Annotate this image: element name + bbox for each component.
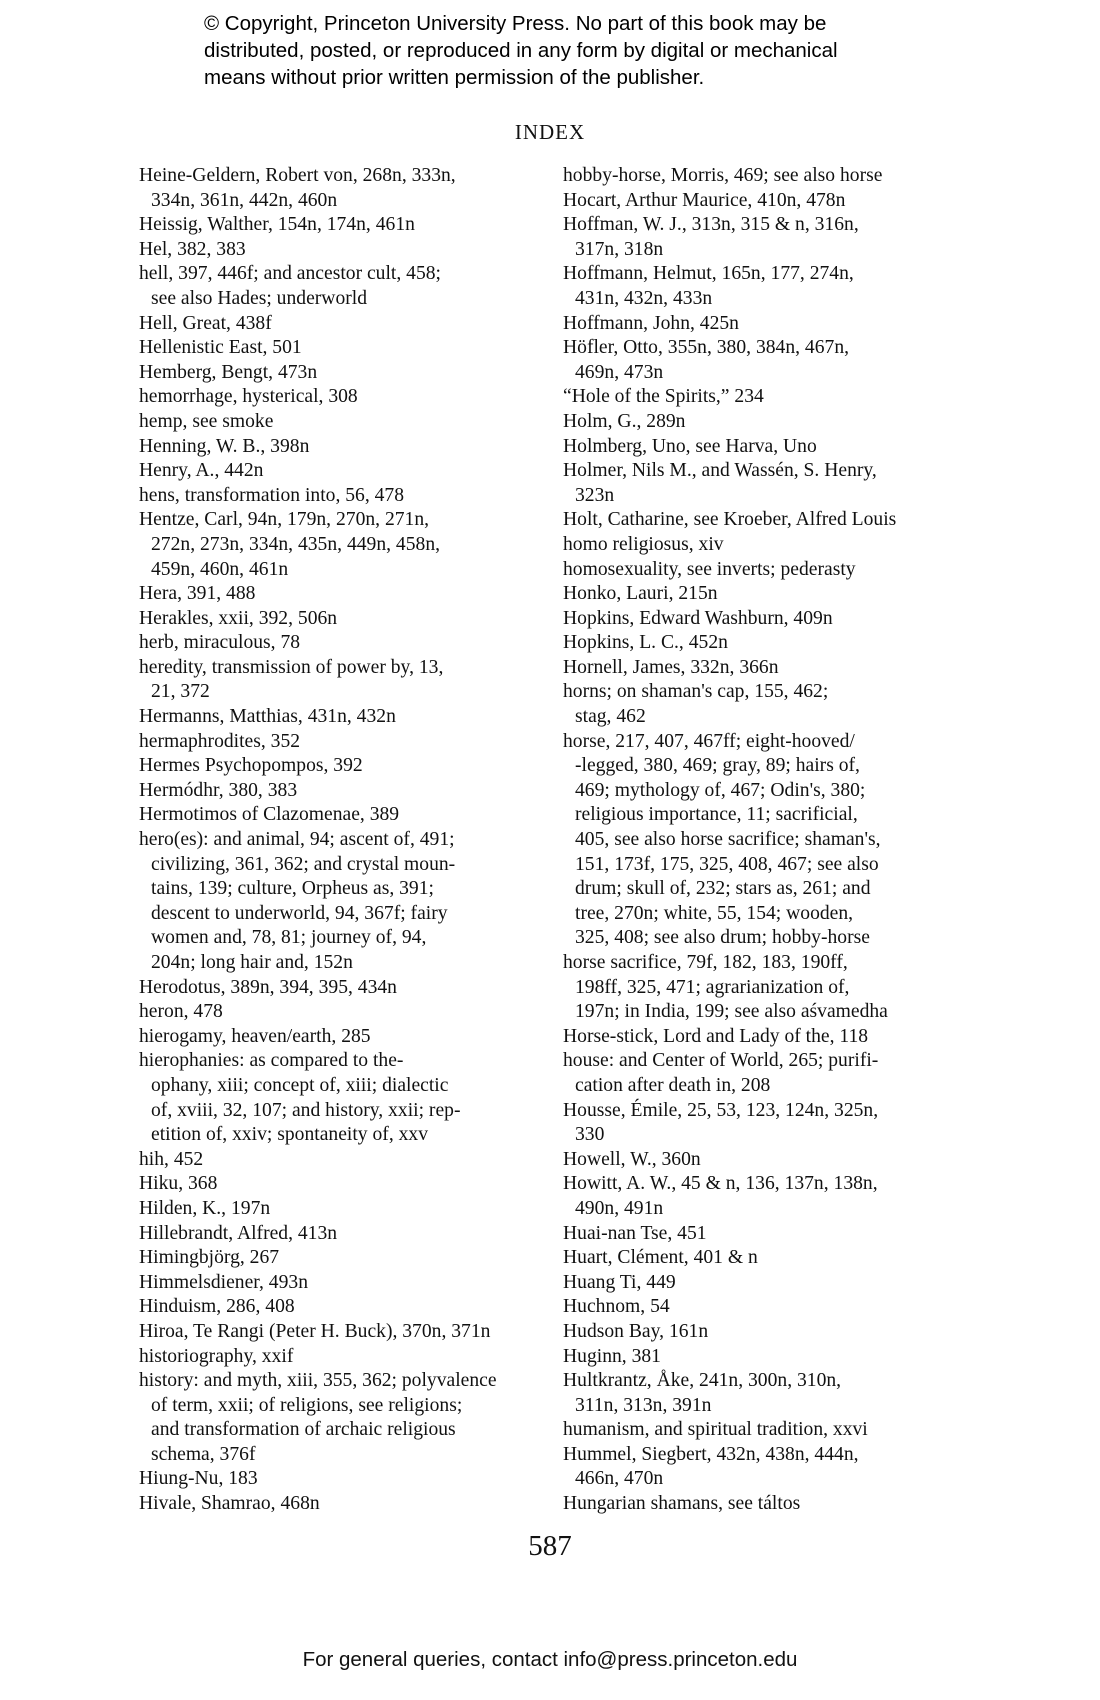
index-entry-line: Hiroa, Te Rangi (Peter H. Buck), 370n, 371n: [139, 1320, 491, 1342]
index-entry-line: Hermanns, Matthias, 431n, 432n: [139, 706, 396, 728]
index-entry-line: 21, 372: [151, 681, 210, 703]
index-entry-line: hemp, see smoke: [139, 410, 274, 432]
index-entry-line: 197n; in India, 199; see also aśvamedha: [575, 1001, 888, 1023]
index-entry-line: cation after death in, 208: [575, 1074, 771, 1096]
index-entry-line: ophany, xiii; concept of, xiii; dialectic: [151, 1074, 449, 1096]
index-entry-line: Hemberg, Bengt, 473n: [139, 361, 318, 383]
index-entry-line: Housse, Émile, 25, 53, 123, 124n, 325n,: [563, 1099, 879, 1121]
index-entry-line: Hudson Bay, 161n: [563, 1320, 709, 1342]
index-entry-line: 469n, 473n: [575, 361, 664, 383]
index-entry-line: 431n, 432n, 433n: [575, 287, 713, 309]
copyright-line: distributed, posted, or reproduced in any form by digital or mechanical: [204, 39, 838, 62]
index-entry-line: Holm, G., 289n: [563, 410, 686, 432]
index-entry-line: Holmberg, Uno, see Harva, Uno: [563, 435, 817, 457]
index-entry-line: hierogamy, heaven/earth, 285: [139, 1025, 371, 1047]
index-entry-line: 466n, 470n: [575, 1468, 664, 1490]
index-entry-line: 490n, 491n: [575, 1197, 664, 1219]
index-entry-line: homo religiosus, xiv: [563, 533, 724, 555]
index-entry-line: Huginn, 381: [563, 1345, 661, 1367]
index-column-right: [563, 164, 975, 1517]
page-title: INDEX: [514, 120, 586, 144]
index-entry-line: 204n; long hair and, 152n: [151, 952, 353, 973]
index-entry-line: Hopkins, L. C., 452n: [563, 632, 728, 654]
index-entry-line: women and, 78, 81; journey of, 94,: [151, 927, 427, 949]
index-entry-line: Huchnom, 54: [563, 1296, 670, 1318]
index-entry-line: Hellenistic East, 501: [139, 337, 302, 359]
index-entry-line: Höfler, Otto, 355n, 380, 384n, 467n,: [563, 337, 850, 359]
index-entry-line: 330: [575, 1124, 605, 1146]
index-entry-line: Himingbjörg, 267: [139, 1247, 280, 1269]
index-entry-line: Hermódhr, 380, 383: [139, 779, 298, 801]
index-entry-line: Hivale, Shamrao, 468n: [139, 1493, 320, 1515]
index-entry-line: horse sacrifice, 79f, 182, 183, 190ff,: [563, 952, 848, 973]
index-entry-line: hens, transformation into, 56, 478: [139, 484, 405, 506]
index-entry-line: horns; on shaman's cap, 155, 462;: [563, 681, 829, 703]
index-entry-line: descent to underworld, 94, 367f; fairy: [151, 902, 448, 924]
index-entry-line: 323n: [575, 484, 615, 506]
index-entry-line: hemorrhage, hysterical, 308: [139, 386, 358, 408]
index-entry-line: civilizing, 361, 362; and crystal moun-: [151, 853, 456, 875]
index-entry-line: Heine-Geldern, Robert von, 268n, 333n,: [139, 165, 456, 186]
index-entry-line: etition of, xxiv; spontaneity of, xxv: [151, 1124, 429, 1146]
index-entry-line: “Hole of the Spirits,” 234: [563, 386, 764, 408]
index-entry-line: 272n, 273n, 334n, 435n, 449n, 458n,: [151, 533, 441, 555]
index-entry-line: Huai-nan Tse, 451: [563, 1222, 707, 1244]
index-entry-line: 405, see also horse sacrifice; shaman's,: [575, 829, 881, 851]
index-entry-line: tains, 139; culture, Orpheus as, 391;: [151, 878, 434, 900]
index-entry-line: herb, miraculous, 78: [139, 632, 301, 654]
index-entry-line: hih, 452: [139, 1148, 204, 1170]
index-entry-line: Himmelsdiener, 493n: [139, 1271, 308, 1293]
index-entry-line: house: and Center of World, 265; purifi-: [563, 1050, 879, 1072]
index-entry-line: Hillebrandt, Alfred, 413n: [139, 1222, 338, 1244]
index-entry-line: Hultkrantz, Åke, 241n, 300n, 310n,: [563, 1370, 842, 1392]
index-entry-line: stag, 462: [575, 706, 646, 728]
index-entry-line: Hiku, 368: [139, 1173, 218, 1195]
copyright-line: © Copyright, Princeton University Press. No part of this book may be: [204, 12, 827, 35]
index-entry-line: Hoffman, W. J., 313n, 315 & n, 316n,: [563, 214, 859, 236]
index-entry-line: history: and myth, xiii, 355, 362; polyvalence: [139, 1370, 497, 1392]
index-entry-line: Hopkins, Edward Washburn, 409n: [563, 607, 833, 629]
index-entry-line: Honko, Lauri, 215n: [563, 583, 718, 605]
index-entry-line: Hermotimos of Clazomenae, 389: [139, 804, 400, 826]
index-entry-line: 334n, 361n, 442n, 460n: [151, 189, 338, 211]
index-entry-line: of, xviii, 32, 107; and history, xxii; rep-: [151, 1099, 461, 1121]
index-entry-line: 198ff, 325, 471; agrarianization of,: [575, 976, 850, 998]
index-entry-line: schema, 376f: [151, 1443, 256, 1465]
index-entry-line: Hornell, James, 332n, 366n: [563, 656, 779, 678]
index-entry-line: Hentze, Carl, 94n, 179n, 270n, 271n,: [139, 509, 430, 531]
index-entry-line: Hocart, Arthur Maurice, 410n, 478n: [563, 189, 846, 211]
index-entry-line: Holt, Catharine, see Kroeber, Alfred Louis: [563, 509, 897, 531]
index-entry-line: Hiung-Nu, 183: [139, 1468, 258, 1490]
index-entry-line: humanism, and spiritual tradition, xxvi: [563, 1419, 868, 1441]
index-entry-line: see also Hades; underworld: [151, 287, 368, 309]
index-entry-line: religious importance, 11; sacrificial,: [575, 804, 858, 826]
index-entry-line: and transformation of archaic religious: [151, 1419, 456, 1441]
index-entry-line: Hera, 391, 488: [139, 583, 256, 605]
index-entry-line: Hungarian shamans, see táltos: [563, 1493, 801, 1515]
index-entry-line: Heissig, Walther, 154n, 174n, 461n: [139, 214, 415, 236]
index-entry-line: Herodotus, 389n, 394, 395, 434n: [139, 976, 397, 998]
index-entry-line: Henry, A., 442n: [139, 460, 264, 482]
index-entry-line: Hermes Psychopompos, 392: [139, 755, 363, 777]
index-entry-line: hell, 397, 446f; and ancestor cult, 458;: [139, 263, 442, 285]
index-entry-line: Huart, Clément, 401 & n: [563, 1247, 758, 1269]
index-entry-line: Hoffmann, Helmut, 165n, 177, 274n,: [563, 263, 854, 285]
index-entry-line: Hoffmann, John, 425n: [563, 312, 739, 334]
index-entry-line: -legged, 380, 469; gray, 89; hairs of,: [575, 755, 860, 777]
index-entry-line: heredity, transmission of power by, 13,: [139, 656, 444, 678]
copyright-line: means without prior written permission of the publisher.: [204, 66, 705, 89]
index-entry-line: of term, xxii; of religions, see religions;: [151, 1394, 463, 1416]
index-entry-line: Hinduism, 286, 408: [139, 1296, 295, 1318]
copyright-notice: [204, 10, 924, 91]
page-number: 587: [528, 1530, 572, 1562]
index-entry-line: Horse-stick, Lord and Lady of the, 118: [563, 1025, 869, 1047]
index-entry-line: homosexuality, see inverts; pederasty: [563, 558, 856, 580]
index-entry-line: Huang Ti, 449: [563, 1271, 676, 1293]
index-entry-line: Henning, W. B., 398n: [139, 435, 310, 457]
index-entry-line: Hel, 382, 383: [139, 238, 246, 260]
index-entry-line: heron, 478: [139, 1001, 223, 1023]
index-entry-line: Howitt, A. W., 45 & n, 136, 137n, 138n,: [563, 1173, 878, 1195]
index-column-left: [139, 164, 554, 1517]
index-entry-line: horse, 217, 407, 467ff; eight-hooved/: [563, 730, 855, 752]
index-entry-line: drum; skull of, 232; stars as, 261; and: [575, 878, 871, 900]
index-entry-line: hierophanies: as compared to the-: [139, 1050, 404, 1072]
index-entry-line: hobby-horse, Morris, 469; see also horse: [563, 165, 883, 186]
index-entry-line: Hilden, K., 197n: [139, 1197, 271, 1219]
index-entry-line: Holmer, Nils M., and Wassén, S. Henry,: [563, 460, 877, 482]
index-entry-line: hermaphrodites, 352: [139, 730, 301, 752]
footer-contact: For general queries, contact info@press.princeton.edu: [302, 1648, 798, 1671]
index-entry-line: Hummel, Siegbert, 432n, 438n, 444n,: [563, 1443, 859, 1465]
index-entry-line: 469; mythology of, 467; Odin's, 380;: [575, 779, 866, 801]
index-entry-line: hero(es): and animal, 94; ascent of, 491;: [139, 829, 455, 851]
index-entry-line: 325, 408; see also drum; hobby-horse: [575, 927, 870, 949]
index-entry-line: Hell, Great, 438f: [139, 312, 272, 334]
index-entry-line: Herakles, xxii, 392, 506n: [139, 607, 338, 629]
index-entry-line: historiography, xxif: [139, 1345, 294, 1367]
index-entry-line: 317n, 318n: [575, 238, 664, 260]
index-entry-line: 151, 173f, 175, 325, 408, 467; see also: [575, 853, 879, 875]
index-entry-line: tree, 270n; white, 55, 154; wooden,: [575, 902, 854, 924]
index-entry-line: Howell, W., 360n: [563, 1148, 701, 1170]
index-entry-line: 311n, 313n, 391n: [575, 1394, 712, 1416]
index-entry-line: 459n, 460n, 461n: [151, 558, 289, 580]
